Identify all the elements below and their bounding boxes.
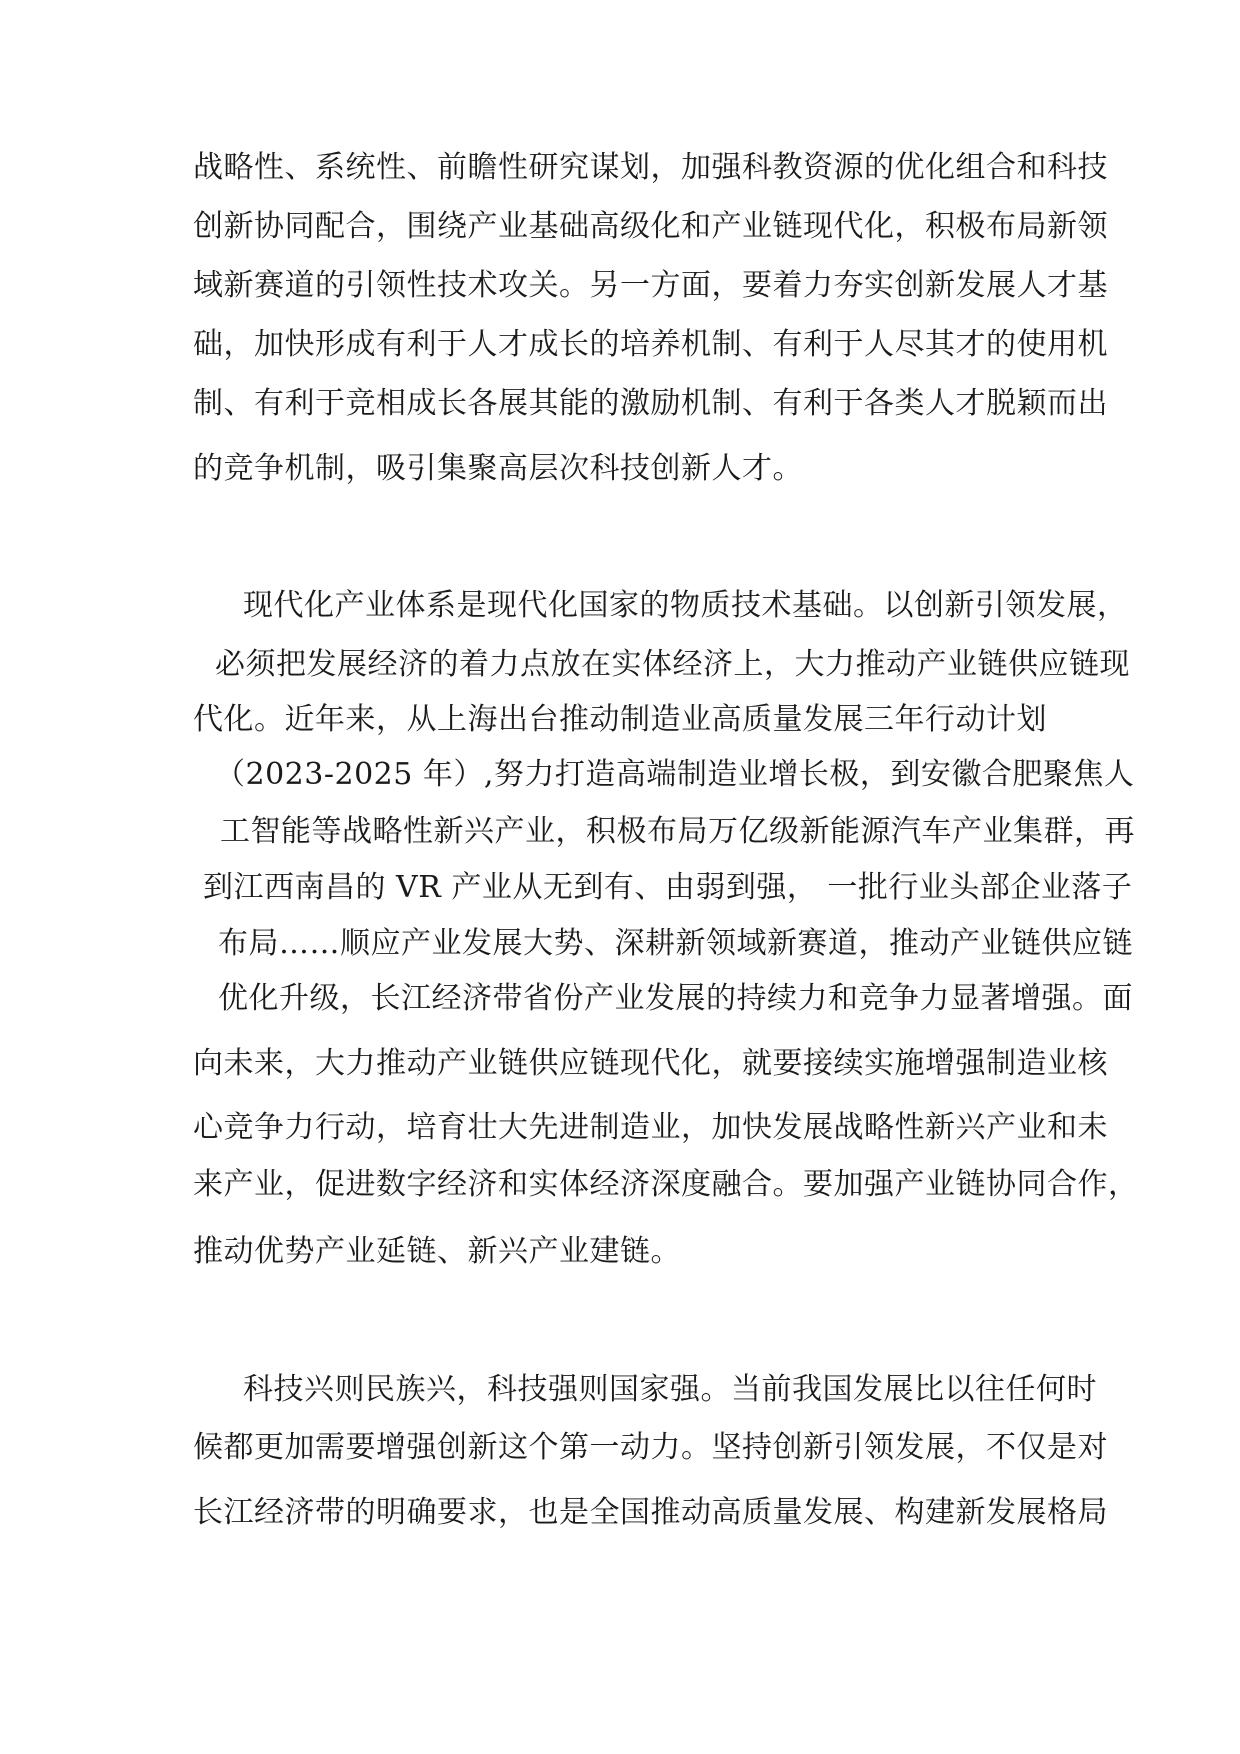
text-line: 域新赛道的引领性技术攻关。另一方面，要着力夯实创新发展人才基 xyxy=(193,268,1108,303)
text-line: 础，加快形成有利于人才成长的培养机制、有利于人尽其才的使用机 xyxy=(193,327,1108,362)
text-line: 科技兴则民族兴，科技强则国家强。当前我国发展比以往任何时 xyxy=(243,1372,1097,1407)
text-line: 优化升级，长江经济带省份产业发展的持续力和竞争力显著增强。面 xyxy=(218,981,1133,1016)
text-line: 现代化产业体系是现代化国家的物质技术基础。以创新引领发展， xyxy=(243,588,1128,623)
text-line: 制、有利于竞相成长各展其能的激励机制、有利于各类人才脱颖而出 xyxy=(193,386,1108,421)
text-line: 必须把发展经济的着力点放在实体经济上，大力推动产业链供应链现 xyxy=(215,647,1130,682)
text-line: 布局……顺应产业发展大势、深耕新领域新赛道，推动产业链供应链 xyxy=(218,926,1133,961)
text-line: 战略性、系统性、前瞻性研究谋划，加强科教资源的优化组合和科技 xyxy=(193,150,1108,185)
text-line: 长江经济带的明确要求，也是全国推动高质量发展、构建新发展格局 xyxy=(193,1495,1108,1530)
text-line: 代化。近年来，从上海出台推动制造业高质量发展三年行动计划 xyxy=(193,702,1047,737)
text-line: 创新协同配合，围绕产业基础高级化和产业链现代化，积极布局新领 xyxy=(193,209,1108,244)
text-line: 向未来，大力推动产业链供应链现代化，就要接续实施增强制造业核 xyxy=(193,1046,1108,1081)
text-line: 候都更加需要增强创新这个第一动力。坚持创新引领发展，不仅是对 xyxy=(193,1430,1108,1465)
text-line: 工智能等战略性新兴产业，积极布局万亿级新能源汽车产业集群，再 xyxy=(220,814,1135,849)
text-line: 推动优势产业延链、新兴产业建链。 xyxy=(193,1234,681,1269)
text-line: 来产业，促进数字经济和实体经济深度融合。要加强产业链协同合作， xyxy=(193,1167,1139,1202)
text-line: 的竞争机制，吸引集聚高层次科技创新人才。 xyxy=(193,451,803,486)
text-line: （2023-2025 年）,努力打造高端制造业增长极，到安徽合肥聚焦人 xyxy=(215,757,1135,792)
text-line: 到江西南昌的 VR 产业从无到有、由弱到强， 一批行业头部企业落子 xyxy=(203,870,1133,905)
text-line: 心竞争力行动，培育壮大先进制造业，加快发展战略性新兴产业和未 xyxy=(193,1110,1108,1145)
